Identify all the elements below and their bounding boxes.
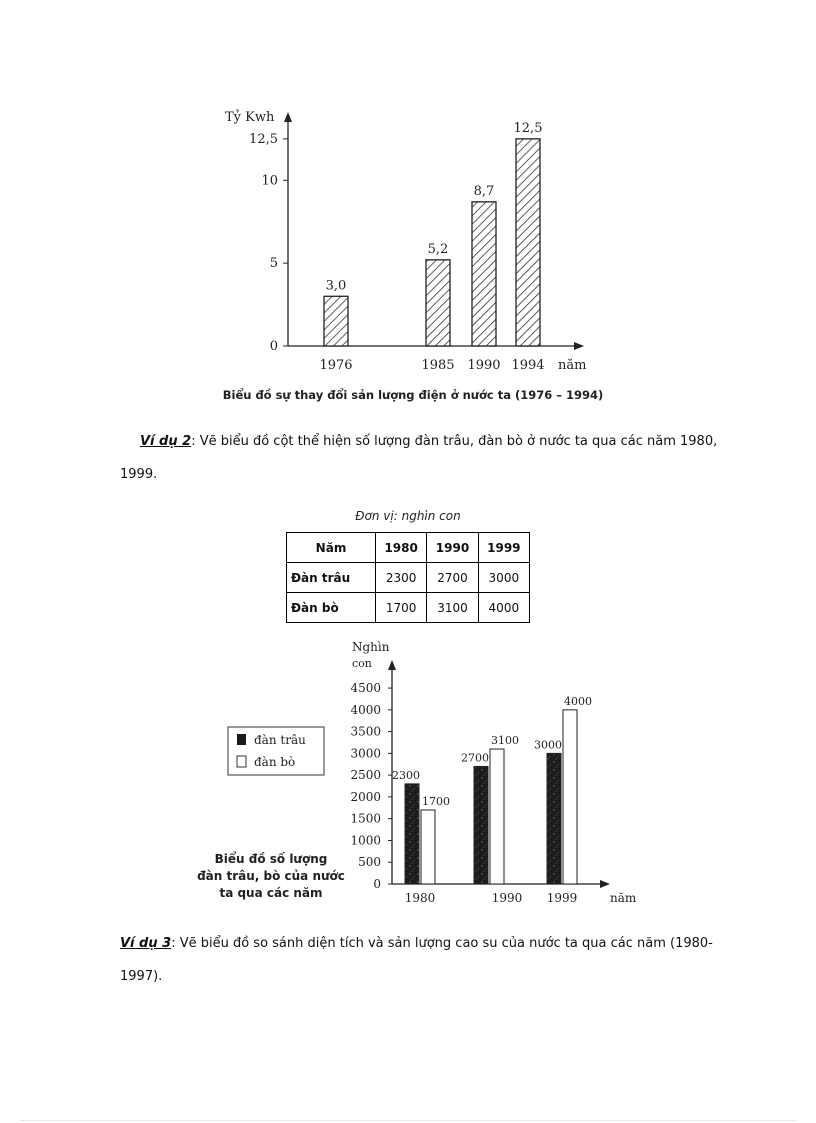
bar-value-label: 1700 <box>422 794 450 808</box>
table-row <box>287 563 530 593</box>
example2-label: Ví dụ 2 <box>140 434 192 449</box>
y-axis-label-line1: Nghìn <box>352 640 390 654</box>
livestock-table <box>286 532 530 623</box>
table-cell: 3000 <box>478 563 529 593</box>
bar-value-label: 2300 <box>392 768 420 782</box>
y-tick-label: 0 <box>269 339 278 354</box>
table-cell: 2300 <box>376 563 427 593</box>
y-tick-label: 1500 <box>350 811 381 826</box>
x-tick-label: 1999 <box>546 891 578 905</box>
example3-text-line2: 1997). <box>120 969 163 984</box>
table-row-label: Đàn bò <box>287 593 376 623</box>
bar <box>472 202 496 346</box>
bar-value-label: 5,2 <box>427 241 449 257</box>
y-tick-label: 1000 <box>350 833 381 848</box>
y-tick-label: 10 <box>261 173 278 189</box>
bar-value-label: 4000 <box>564 694 592 708</box>
bar-buffalo <box>547 753 561 884</box>
x-tick-label: 1976 <box>319 358 353 373</box>
x-tick-label: 1980 <box>404 891 436 905</box>
table-header-row <box>287 533 530 563</box>
y-tick-label: 500 <box>358 855 381 870</box>
table-header-cell: 1999 <box>478 533 529 563</box>
x-axis-label: năm <box>610 891 637 905</box>
x-tick-label: 1990 <box>467 358 501 373</box>
y-axis-arrow <box>388 660 396 670</box>
bar <box>426 260 450 346</box>
bar-value-label: 3,0 <box>325 278 347 294</box>
x-axis-label: năm <box>558 358 587 373</box>
bar-value-label: 2700 <box>461 751 489 765</box>
table-cell: 3100 <box>427 593 478 623</box>
bar-value-label: 12,5 <box>513 120 543 136</box>
table-row <box>287 593 530 623</box>
table-row-label: Đàn trâu <box>287 563 376 593</box>
chart1-caption: Biểu đồ sự thay đổi sản lượng điện ở nước ta (1976 – 1994) <box>222 388 604 402</box>
bar-buffalo <box>474 766 488 884</box>
chart2-caption-line2: đàn trâu, bò của nước <box>197 869 345 883</box>
bar-value-label: 3000 <box>534 738 562 752</box>
y-tick-label: 4500 <box>350 681 381 696</box>
table-header-cell: 1990 <box>427 533 478 563</box>
legend-label-cattle: đàn bò <box>254 755 296 769</box>
electricity-bar-chart <box>200 100 620 405</box>
chart2-caption-line1: Biểu đồ số lượng <box>214 852 328 866</box>
bar-value-label: 8,7 <box>473 183 495 199</box>
bar-cattle <box>490 749 504 884</box>
table-cell: 2700 <box>427 563 478 593</box>
y-tick-label: 2000 <box>350 789 381 804</box>
example3-label: Ví dụ 3 <box>120 936 172 951</box>
x-axis-arrow <box>600 880 610 888</box>
example3-paragraph <box>120 936 713 951</box>
bar-value-label: 3100 <box>491 734 519 748</box>
x-axis-arrow <box>574 342 584 350</box>
bar-buffalo <box>405 784 419 884</box>
example2-paragraph <box>140 434 717 449</box>
chart2-caption-line3: ta qua các năm <box>219 886 323 900</box>
legend-swatch-buffalo <box>237 734 246 745</box>
example3-text: : Vẽ biểu đồ so sánh diện tích và sản lượng cao su của nước ta qua các năm (1980- <box>171 936 713 951</box>
y-tick-label: 12,5 <box>249 131 278 147</box>
table-cell: 1700 <box>376 593 427 623</box>
y-axis-label: Tỷ Kwh <box>225 110 275 125</box>
x-tick-label: 1994 <box>511 358 545 373</box>
bar-cattle <box>563 710 577 884</box>
example2-text: : Vẽ biểu đồ cột thể hiện số lượng đàn trâu, đàn bò ở nước ta qua các năm 1980, <box>191 434 718 449</box>
x-tick-label: 1985 <box>421 358 455 373</box>
y-tick-label: 5 <box>269 256 278 272</box>
legend-swatch-cattle <box>237 756 246 767</box>
bar-cattle <box>421 810 435 884</box>
legend-label-buffalo: đàn trâu <box>254 733 306 747</box>
page-bottom-divider <box>20 1120 796 1121</box>
table-header-cell: Năm <box>287 533 376 563</box>
y-tick-label: 0 <box>373 877 381 891</box>
y-axis-label-line2: con <box>352 657 372 670</box>
bar <box>516 139 540 346</box>
y-tick-label: 2500 <box>350 768 381 783</box>
x-tick-label: 1990 <box>491 891 523 905</box>
y-tick-label: 4000 <box>350 702 381 717</box>
livestock-bar-chart <box>197 635 640 915</box>
example2-text-line2: 1999. <box>120 467 158 482</box>
y-tick-label: 3500 <box>350 724 381 739</box>
table-unit: Đơn vị: nghìn con <box>355 509 461 523</box>
table-header-cell: 1980 <box>376 533 427 563</box>
y-tick-label: 3000 <box>350 746 381 761</box>
bar <box>324 296 348 346</box>
table-cell: 4000 <box>478 593 529 623</box>
y-axis-arrow <box>284 112 292 122</box>
